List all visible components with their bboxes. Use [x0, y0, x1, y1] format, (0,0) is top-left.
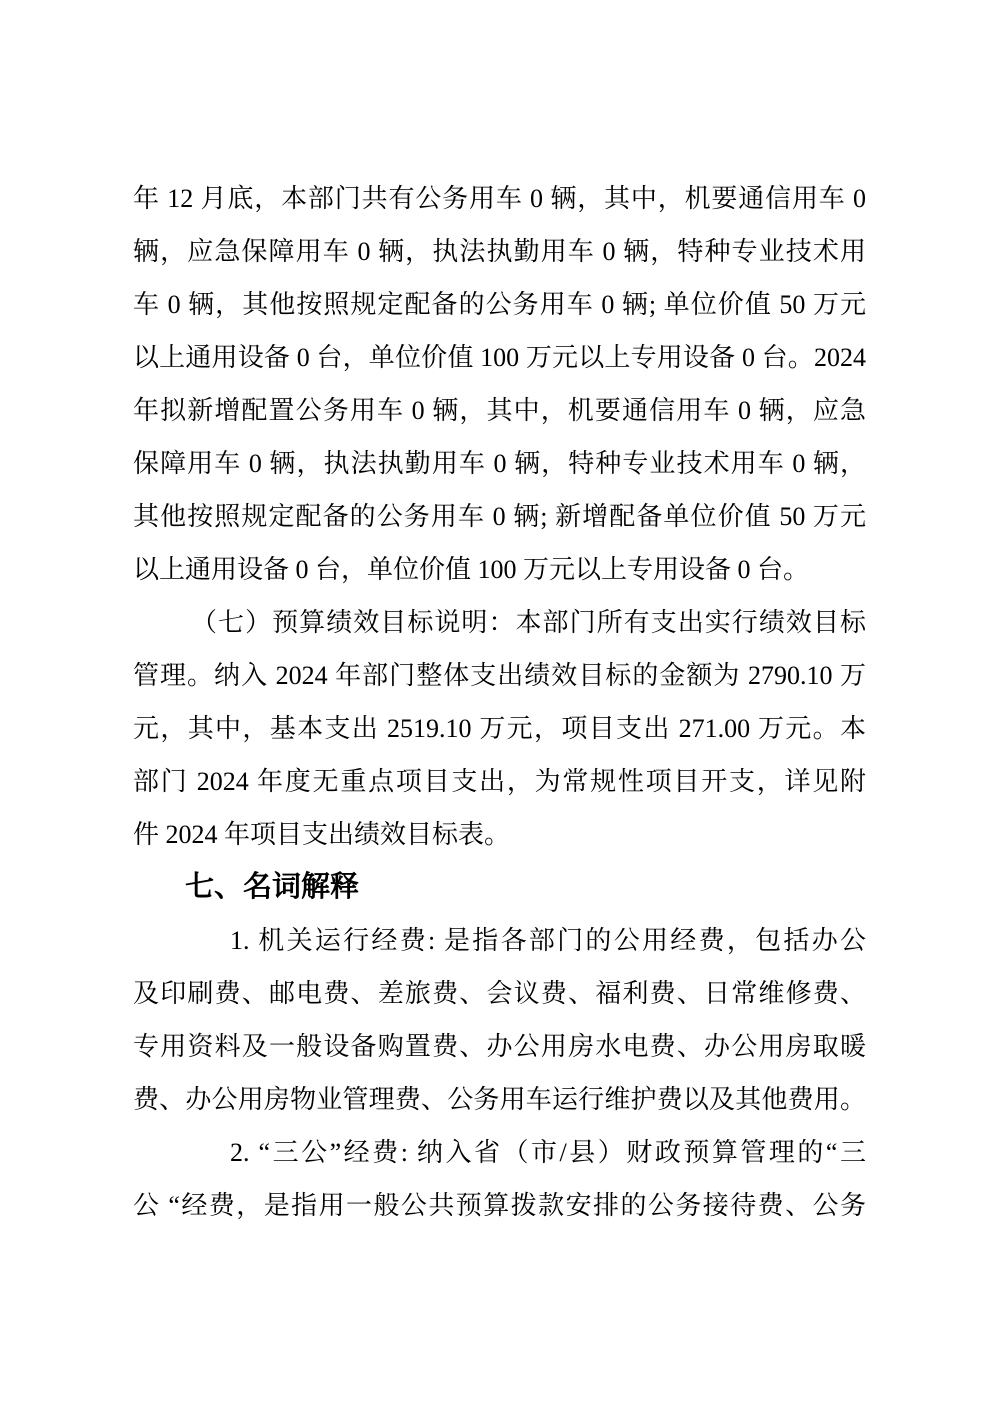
- text-line: 管理。纳入 2024 年部门整体支出绩效目标的金额为 2790.10 万: [133, 661, 866, 690]
- text-line: 年 12 月底，本部门共有公务用车 0 辆，其中，机要通信用车 0: [133, 184, 866, 213]
- text-line: 保障用车 0 辆，执法执勤用车 0 辆，特种专业技术用车 0 辆，: [133, 449, 866, 478]
- text-line: 以上通用设备 0 台，单位价值 100 万元以上专用设备 0 台。2024: [133, 343, 866, 372]
- text-line: （七）预算绩效目标说明：本部门所有支出实行绩效目标: [191, 608, 866, 637]
- text-line: 年拟新增配置公务用车 0 辆，其中，机要通信用车 0 辆，应急: [133, 396, 866, 425]
- text-line: 2. “三公”经费: 纳入省（市/县）财政预算管理的“三: [230, 1138, 866, 1167]
- paragraph-vehicles-equipment: [133, 172, 866, 596]
- text-line: 费、办公用房物业管理费、公务用车运行维护费以及其他费用。: [133, 1085, 866, 1114]
- text-line: 以上通用设备 0 台，单位价值 100 万元以上专用设备 0 台。: [133, 555, 810, 584]
- text-line: 车 0 辆，其他按照规定配备的公务用车 0 辆; 单位价值 50 万元: [133, 290, 866, 319]
- text-line: 其他按照规定配备的公务用车 0 辆; 新增配备单位价值 50 万元: [133, 502, 866, 531]
- text-line: 专用资料及一般设备购置费、办公用房水电费、办公用房取暖: [133, 1032, 866, 1061]
- text-line: 及印刷费、邮电费、差旅费、会议费、福利费、日常维修费、: [133, 979, 866, 1008]
- text-line: 元，其中，基本支出 2519.10 万元，项目支出 271.00 万元。本: [133, 714, 866, 743]
- text-line: 件 2024 年项目支出绩效目标表。: [133, 820, 511, 849]
- text-line: 1. 机关运行经费: 是指各部门的公用经费，包括办公: [230, 926, 866, 955]
- paragraph-budget-performance: [133, 596, 866, 861]
- text-line: 公 “经费，是指用一般公共预算拨款安排的公务接待费、公务: [133, 1191, 866, 1220]
- text-line: 辆，应急保障用车 0 辆，执法执勤用车 0 辆，特种专业技术用: [133, 237, 866, 266]
- document-body: [133, 0, 866, 1232]
- section-heading-glossary: 七、名词解释: [185, 871, 360, 903]
- paragraph-term-three-public-expenses: [133, 1126, 866, 1232]
- text-line: 部门 2024 年度无重点项目支出，为常规性项目开支，详见附: [133, 767, 866, 796]
- paragraph-term-agency-operating-expenses: [133, 914, 866, 1126]
